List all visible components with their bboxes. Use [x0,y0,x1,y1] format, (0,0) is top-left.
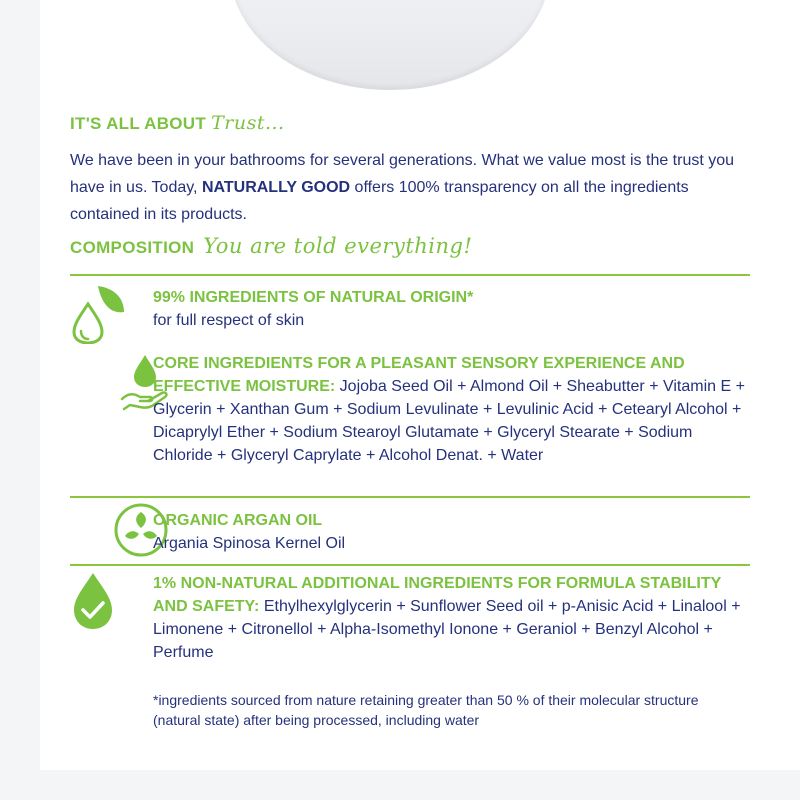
trust-heading-script: Trust... [211,112,285,134]
section-title: ORGANIC ARGAN OIL [153,512,323,529]
check-drop-icon [68,570,118,632]
section-title: 99% INGREDIENTS OF NATURAL ORIGIN* [153,289,474,306]
section-body: for full respect of skin [153,312,305,329]
divider [70,496,750,498]
footnote: *ingredients sourced from nature retaining greater than 50 % of their molecular structure (natural state) after being processed, including water [153,692,699,728]
composition-heading: COMPOSITION You are told everything! [70,234,473,258]
section-title: 1% NON-NATURAL ADDITIONAL INGREDIENTS FOR FORMULA STABILITY AND SAFETY: [153,575,721,615]
intro-paragraph: We have been in your bathrooms for several generations. What we value most is the trust you have in us. Today, NATURALLY GOOD offers 100% transparency on all the ingredients contained in its products. [70,152,735,223]
section-natural-origin [153,286,753,332]
section-non-natural [153,572,753,664]
section-title: CORE INGREDIENTS FOR A PLEASANT SENSORY EXPERIENCE AND EFFECTIVE MOISTURE: [153,355,685,395]
brand-name: NATURALLY GOOD [201,179,351,196]
divider [70,564,750,566]
section-body: Argania Spinosa Kernel Oil [153,535,346,552]
composition-heading-script: You are told everything! [203,234,473,258]
section-body: Jojoba Seed Oil + Almond Oil + Sheabutter + Vitamin E + Glycerin + Xanthan Gum + Sodium Levulinate + Levulinic Acid + Cetearyl Alcohol + Dicaprylyl Ether + Sodium Stearoyl Glutamate + Glyceryl Stearate + Sodium Chloride + Glyceryl Caprylate + Alcohol Denat. + Water [153,378,745,464]
divider [70,274,750,276]
section-core-ingredients [153,352,753,467]
section-organic-argan [153,509,753,555]
leaf-drop-icon [68,282,128,344]
section-body: Ethylhexylglycerin + Sunflower Seed oil + p-Anisic Acid + Linalool + Limonene + Citronellol + Alpha-Isomethyl Ionone + Geraniol + Benzyl Alcohol + Perfume [153,598,741,661]
trust-heading: IT'S ALL ABOUT Trust... [70,112,285,134]
